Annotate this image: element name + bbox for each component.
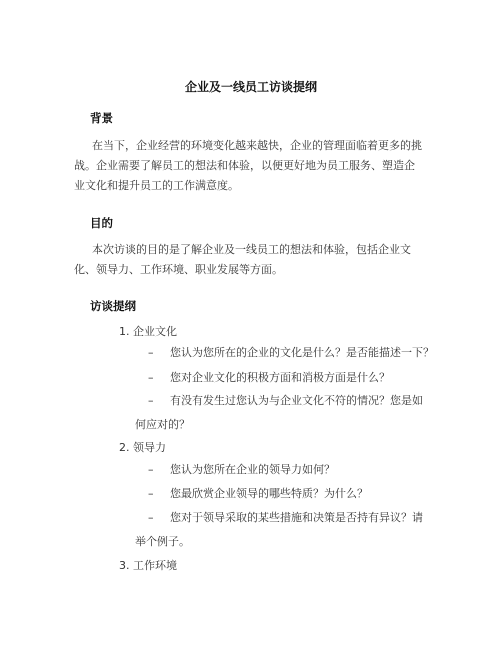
section-number: 2. (119, 441, 130, 454)
outline-section-1 (119, 323, 177, 339)
question-item (148, 391, 423, 411)
document-title: 企业及一线员工访谈提纲 (184, 80, 317, 94)
question-text: 您对于领导采取的某些措施和决策是否持有异议？请 (170, 511, 423, 524)
question-text: 您认为您所在企业的领导力如何？ (170, 463, 335, 476)
dash-marker: – (148, 394, 154, 407)
question-item (148, 508, 423, 528)
question-continuation: 举个例子。 (135, 535, 190, 548)
section-label: 工作环境 (133, 559, 177, 572)
outline-section-2 (119, 439, 166, 455)
question-item (148, 460, 335, 480)
outline-section-3 (119, 557, 177, 573)
background-paragraph: 在当下，企业经营的环境变化越来越快，企业的管理面临着更多的挑战。企业需要了解员工的想法和体验，以便更好地为员工服务、塑造企业文化和提升员工的工作满意度。 (74, 139, 422, 192)
dash-marker: – (148, 463, 154, 476)
question-text: 有没有发生过您认为与企业文化不符的情况？您是如 (170, 394, 423, 407)
dash-marker: – (148, 487, 154, 500)
background-heading: 背景 (90, 111, 113, 125)
dash-marker: – (148, 346, 154, 359)
section-number: 1. (119, 325, 130, 338)
section-label: 领导力 (133, 441, 166, 454)
question-item (148, 484, 368, 504)
question-text: 您认为您所在的企业的文化是什么？是否能描述一下？ (170, 346, 434, 359)
question-text: 您最欣赏企业领导的哪些特质？为什么？ (170, 487, 368, 500)
purpose-heading: 目的 (90, 216, 113, 230)
section-label: 企业文化 (133, 325, 177, 338)
question-text: 您对企业文化的积极方面和消极方面是什么？ (170, 371, 390, 384)
question-item (148, 368, 390, 388)
dash-marker: – (148, 371, 154, 384)
section-number: 3. (119, 559, 130, 572)
question-item (148, 343, 434, 363)
outline-heading: 访谈提纲 (90, 299, 136, 313)
purpose-paragraph: 本次访谈的目的是了解企业及一线员工的想法和体验，包括企业文化、领导力、工作环境、职业发展等方面。 (74, 243, 411, 276)
question-continuation: 何应对的？ (135, 418, 190, 431)
dash-marker: – (148, 511, 154, 524)
